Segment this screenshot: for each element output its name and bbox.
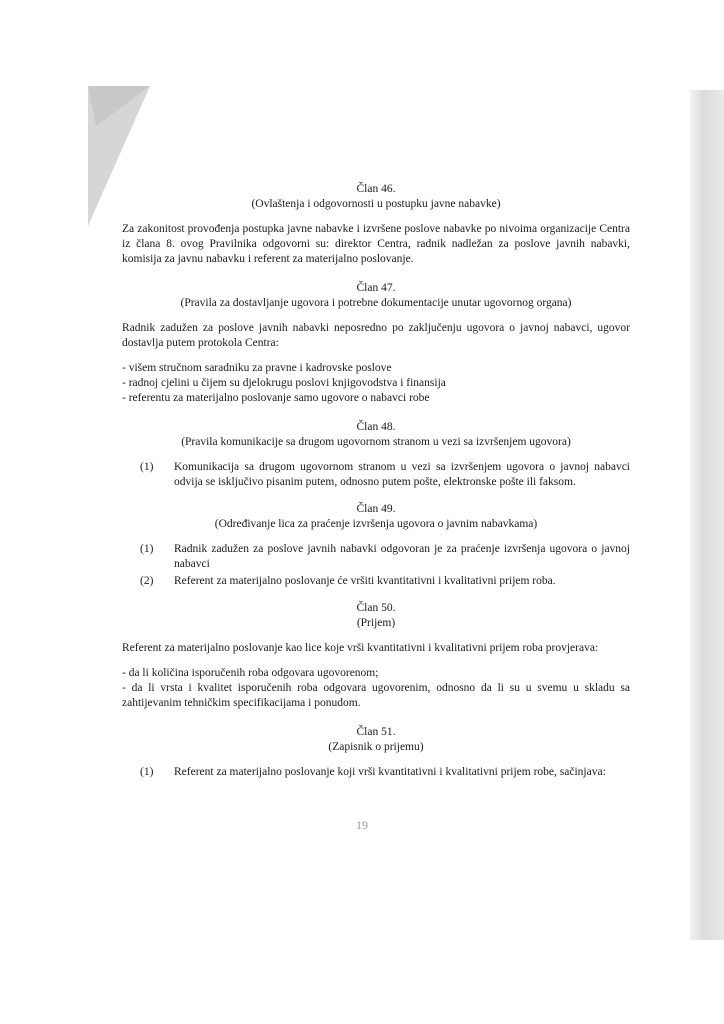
- article-50-paragraph: Referent za materijalno poslovanje kao lice koje vrši kvantitativni i kvalitativni prijem roba provjerava:: [122, 642, 599, 654]
- article-47-bullet: - radnoj cjelini u čijem su djelokrugu poslovi knjigovodstva i finansija: [122, 377, 446, 389]
- article-50-bullet: - da li vrsta i kvalitet isporučenih roba odgovara ugovorenim, odnosno da li su u svemu u skladu sa zahtijevanim tehničkim specifikacijama i ponudom.: [122, 682, 630, 709]
- article-49-item: [142, 542, 630, 572]
- article-48-item: [142, 460, 630, 490]
- item-number: (1): [140, 461, 154, 473]
- article-46-subtitle: (Ovlaštenja i odgovornosti u postupku javne nabavke): [251, 198, 501, 210]
- item-text: Referent za materijalno poslovanje koji vrši kvantitativni i kvalitativni prijem robe, sačinjava:: [174, 766, 606, 778]
- article-50-subtitle: (Prijem): [356, 617, 396, 629]
- item-text: Referent za materijalno poslovanje će vršiti kvantitativni i kvalitativni prijem roba.: [174, 575, 556, 587]
- article-46-heading: Član 46.: [356, 183, 396, 195]
- article-51-heading: Član 51.: [356, 726, 396, 738]
- article-47-subtitle: (Pravila za dostavljanje ugovora i potrebne dokumentacije unutar ugovornog organa): [180, 297, 572, 309]
- article-49-item: [142, 574, 630, 589]
- article-47-heading: Član 47.: [356, 282, 396, 294]
- article-47-bullet: - referentu za materijalno poslovanje samo ugovore o nabavci robe: [122, 392, 430, 404]
- article-50-heading: Član 50.: [356, 602, 396, 614]
- item-number: (2): [140, 575, 154, 587]
- item-text: Radnik zadužen za poslove javnih nabavki odgovoran je za praćenje izvršenja ugovora o javnoj nabavci: [174, 543, 630, 570]
- article-46-paragraph: Za zakonitost provođenja postupka javne nabavke i izvršene poslove nabavke po nivoima organizacije Centra iz člana 8. ovog Pravilnika odgovorni su: direktor Centra, radnik nadležan za poslove javnih nabavki, komisija za javnu nabavku i referent za materijalno poslovanje.: [122, 223, 630, 265]
- article-51-subtitle: (Zapisnik o prijemu): [328, 741, 424, 753]
- article-49-heading: Član 49.: [356, 503, 396, 515]
- article-47-bullet: - višem stručnom saradniku za pravne i kadrovske poslove: [122, 362, 392, 374]
- article-51-item: [142, 765, 630, 780]
- item-number: (1): [140, 543, 154, 555]
- document-page: [122, 182, 630, 782]
- article-48-heading: Član 48.: [356, 421, 396, 433]
- article-48-subtitle: (Pravila komunikacije sa drugom ugovornom stranom u vezi sa izvršenjem ugovora): [181, 436, 571, 448]
- item-number: (1): [140, 766, 154, 778]
- page-number: 19: [356, 818, 368, 832]
- article-50-bullet: - da li količina isporučenih roba odgovara ugovorenom;: [122, 667, 379, 679]
- scan-shadow-right: [690, 90, 724, 940]
- article-47-paragraph: Radnik zadužen za poslove javnih nabavki neposredno po zaključenju ugovora o javnoj nabavci, ugovor dostavlja putem protokola Centra:: [122, 322, 630, 349]
- item-text: Komunikacija sa drugom ugovornom stranom u vezi sa izvršenjem ugovora o javnoj nabavci odvija se isključivo pisanim putem, odnosno putem pošte, elektronske pošte ili faksom.: [174, 461, 630, 488]
- article-49-subtitle: (Određivanje lica za praćenje izvršenja ugovora o javnim nabavkama): [214, 518, 538, 530]
